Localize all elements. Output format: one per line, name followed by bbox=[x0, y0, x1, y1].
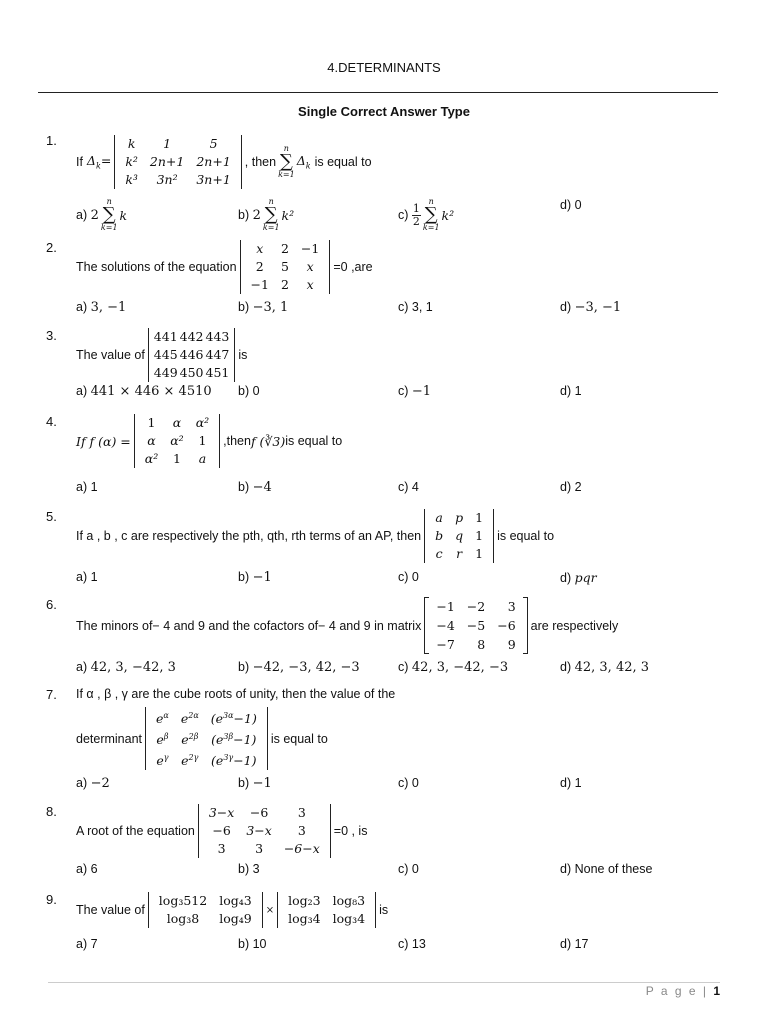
determinant-matrix: 441 442 443 445 446 447 449 450 451 bbox=[148, 328, 236, 382]
question-stem bbox=[76, 687, 395, 701]
stem-text: are respectively bbox=[530, 618, 619, 633]
option-a[interactable]: a) 1 bbox=[76, 480, 98, 494]
option-c[interactable]: c) 3, 1 bbox=[398, 300, 433, 314]
section-heading: Single Correct Answer Type bbox=[298, 104, 470, 119]
stem-text: is equal to bbox=[270, 731, 328, 746]
option-d[interactable]: d) 0 bbox=[560, 198, 582, 212]
option-d[interactable]: d) 42, 3, 42, 3 bbox=[560, 660, 650, 675]
stem-text: is bbox=[238, 348, 248, 362]
stem-text: The value of bbox=[76, 903, 145, 917]
stem-text: =0 , is bbox=[333, 824, 368, 838]
option-c[interactable]: c) $\frac{1}{2}$ n ∑ k=1 k² bbox=[398, 197, 455, 232]
option-b[interactable]: b) −1 bbox=[238, 776, 272, 791]
stem-text: =0 ,are bbox=[333, 260, 373, 274]
option-c[interactable]: c) 0 bbox=[398, 570, 419, 584]
stem-text: determinant bbox=[76, 731, 143, 746]
option-c[interactable]: c) 0 bbox=[398, 862, 419, 876]
option-b[interactable]: b) 2 n ∑ k=1 k² bbox=[238, 197, 295, 232]
delta-k-symbol: $\Delta_k=$ bbox=[82, 153, 112, 171]
determinant-matrix: x 2 −1 2 5 x −1 2 x bbox=[240, 240, 331, 294]
square-bracket-matrix: −1 −2 3 −4 −5 −6 −7 8 9 bbox=[424, 597, 527, 654]
stem-text: If a , b , c are respectively the pth, qth, rth terms of an AP, then bbox=[76, 529, 422, 543]
question-number: 3. bbox=[46, 328, 57, 343]
determinant-matrix: $e^\alpha$ $e^{2\alpha}$ $(e^{3\alpha}-1)$ $e^\beta$ $e^{2\beta}$ $(e^{3\beta}-1)$ $e^\gamma$ $e^{2\gamma}$ $(e^{3\gamma}-1)$ bbox=[145, 707, 268, 770]
stem-text: is equal to bbox=[314, 155, 372, 169]
summation-symbol: n ∑ k=1 bbox=[278, 144, 295, 179]
delta-k-symbol: $\Delta_k$ bbox=[296, 153, 311, 171]
option-a[interactable]: a) 441 × 446 × 4510 bbox=[76, 384, 212, 399]
option-c[interactable]: c) 42, 3, −42, −3 bbox=[398, 660, 509, 675]
footer-rule bbox=[48, 982, 720, 983]
determinant-matrix: a p 1 b q 1 c r 1 bbox=[424, 509, 494, 563]
question-number: 5. bbox=[46, 509, 57, 524]
question-stem bbox=[76, 597, 618, 654]
option-c[interactable]: c) −1 bbox=[398, 384, 432, 399]
question-stem-continued bbox=[76, 707, 328, 770]
option-b[interactable]: b) 0 bbox=[238, 384, 260, 398]
stem-text: If bbox=[76, 155, 83, 169]
option-b[interactable]: b) −42, −3, 42, −3 bbox=[238, 660, 360, 675]
question-number: 2. bbox=[46, 240, 57, 255]
option-a[interactable]: a) 2 n ∑ k=1 k bbox=[76, 197, 128, 232]
option-d[interactable]: d) 2 bbox=[560, 480, 582, 494]
determinant-matrix: 3−x −6 3 −6 3−x 3 3 3 −6−x bbox=[198, 804, 331, 858]
stem-text: If f (α) = bbox=[76, 433, 131, 449]
option-a[interactable]: a) 7 bbox=[76, 937, 98, 951]
stem-text: The solutions of the equation bbox=[76, 260, 237, 274]
question-number: 8. bbox=[46, 804, 57, 819]
option-b[interactable]: b) −4 bbox=[238, 480, 272, 495]
option-a[interactable]: a) 1 bbox=[76, 570, 98, 584]
question-stem bbox=[76, 240, 373, 294]
option-d[interactable]: d) 1 bbox=[560, 384, 582, 398]
question-stem bbox=[76, 414, 342, 468]
question-stem bbox=[76, 135, 372, 189]
stem-text: If α , β , γ are the cube roots of unity, then the value of the bbox=[76, 687, 396, 701]
stem-text: is equal to bbox=[285, 434, 343, 448]
times-operator: × bbox=[265, 904, 275, 916]
page-title: 4.DETERMINANTS bbox=[327, 60, 441, 75]
option-b[interactable]: b) −3, 1 bbox=[238, 300, 289, 315]
option-d[interactable]: d) −3, −1 bbox=[560, 300, 622, 315]
question-number: 1. bbox=[46, 133, 57, 148]
title-rule bbox=[38, 92, 718, 93]
cube-root-expression: f (∛3) bbox=[250, 433, 286, 449]
stem-text: The minors of− 4 and 9 and the cofactors of− 4 and 9 in matrix bbox=[76, 618, 422, 633]
question-number: 9. bbox=[46, 892, 57, 907]
determinant-matrix: k 1 5 k² 2n+1 2n+1 k³ 3n² 3n+1 bbox=[114, 135, 241, 189]
question-stem bbox=[76, 892, 388, 928]
option-d[interactable]: d) pqr bbox=[560, 570, 597, 585]
stem-text: A root of the equation bbox=[76, 824, 195, 838]
stem-text: The value of bbox=[76, 348, 145, 362]
option-d[interactable]: d) 1 bbox=[560, 776, 582, 790]
determinant-matrix: 1 α α² α α² 1 α² 1 a bbox=[134, 414, 220, 468]
option-b[interactable]: b) 3 bbox=[238, 862, 260, 876]
question-stem bbox=[76, 804, 367, 858]
option-a[interactable]: a) 42, 3, −42, 3 bbox=[76, 660, 176, 675]
stem-text: ,then bbox=[223, 434, 251, 448]
question-stem bbox=[76, 509, 554, 563]
determinant-matrix: log₃512 log₄3 log₃8 log₄9 bbox=[148, 892, 263, 928]
option-c[interactable]: c) 4 bbox=[398, 480, 419, 494]
question-stem bbox=[76, 328, 247, 382]
option-a[interactable]: a) 3, −1 bbox=[76, 300, 127, 315]
option-a[interactable]: a) −2 bbox=[76, 776, 110, 791]
option-b[interactable]: b) 10 bbox=[238, 937, 267, 951]
page-footer bbox=[646, 984, 720, 998]
determinant-matrix-2: log₂3 log₈3 log₃4 log₃4 bbox=[277, 892, 376, 928]
question-number: 4. bbox=[46, 414, 57, 429]
option-d[interactable]: d) None of these bbox=[560, 862, 653, 876]
question-number: 6. bbox=[46, 597, 57, 612]
page-label: P a g e | bbox=[645, 984, 708, 998]
option-c[interactable]: c) 0 bbox=[398, 776, 419, 790]
stem-text: is equal to bbox=[497, 529, 555, 543]
option-b[interactable]: b) −1 bbox=[238, 570, 272, 585]
option-a[interactable]: a) 6 bbox=[76, 862, 98, 876]
option-c[interactable]: c) 13 bbox=[398, 937, 426, 951]
stem-text: is bbox=[379, 903, 389, 917]
stem-text: , then bbox=[244, 155, 277, 169]
question-number: 7. bbox=[46, 687, 57, 702]
option-d[interactable]: d) 17 bbox=[560, 937, 589, 951]
page-number: 1 bbox=[713, 984, 720, 998]
